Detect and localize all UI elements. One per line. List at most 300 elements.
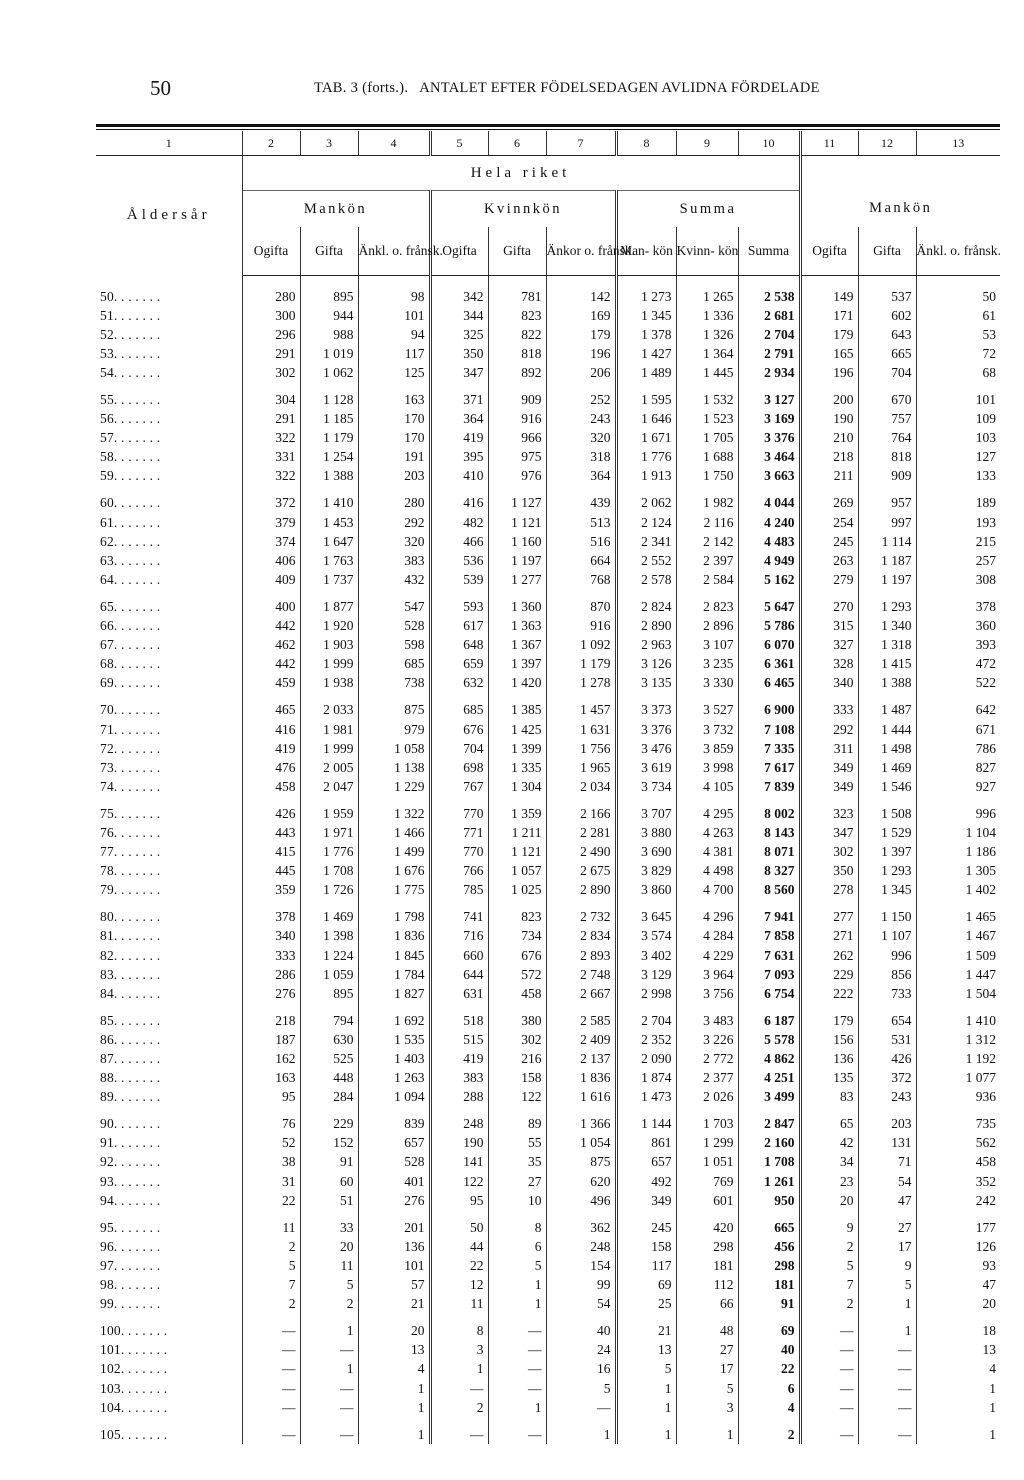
value-cell: 1 508 xyxy=(858,796,916,823)
age-cell: 81. . . . . . . xyxy=(96,927,242,946)
value-cell: 2 033 xyxy=(300,693,358,720)
value-cell: 1 913 xyxy=(616,467,676,486)
age-cell: 95. . . . . . . xyxy=(96,1210,242,1237)
table-row xyxy=(96,1030,1000,1049)
value-cell: 1 784 xyxy=(358,965,430,984)
value-cell: 442 xyxy=(242,655,300,674)
value-cell: 1 335 xyxy=(488,758,546,777)
value-cell: 5 xyxy=(800,1256,858,1275)
value-cell: 1 776 xyxy=(616,448,676,467)
value-cell: 1 827 xyxy=(358,984,430,1003)
value-cell: 322 xyxy=(242,467,300,486)
value-cell: 420 xyxy=(676,1210,738,1237)
value-cell: 50 xyxy=(430,1210,488,1237)
value-cell: 2 490 xyxy=(546,843,616,862)
value-cell: 4 284 xyxy=(676,927,738,946)
value-cell: 3 135 xyxy=(616,674,676,693)
value-cell: 601 xyxy=(676,1191,738,1210)
value-cell: 1 312 xyxy=(965,1031,996,1047)
value-cell: 1 535 xyxy=(358,1030,430,1049)
value-cell: 2 585 xyxy=(546,1003,616,1030)
gifta-header: Gifta xyxy=(488,227,546,276)
value-cell: 1 504 xyxy=(965,985,996,1001)
value-cell: 206 xyxy=(546,363,616,382)
value-cell: — xyxy=(300,1379,358,1398)
value-cell: 1 999 xyxy=(300,655,358,674)
value-cell: 1 388 xyxy=(300,467,358,486)
value-cell: 352 xyxy=(975,1173,996,1189)
table-row xyxy=(96,1172,1000,1191)
value-cell: 179 xyxy=(800,325,858,344)
value-cell: 770 xyxy=(430,843,488,862)
age-cell: 84. . . . . . . xyxy=(96,984,242,1003)
kvinnkon-header: Kvinnkön xyxy=(430,191,616,228)
value-cell: 1 469 xyxy=(858,758,916,777)
value-cell: 620 xyxy=(546,1172,616,1191)
value-cell: 909 xyxy=(858,467,916,486)
value-cell: 4 483 xyxy=(738,532,800,551)
value-cell: — xyxy=(430,1379,488,1398)
value-cell: 6 xyxy=(488,1237,546,1256)
value-cell: 1 xyxy=(300,1314,358,1341)
value-cell: 2 791 xyxy=(738,344,800,363)
value-cell: 1 127 xyxy=(488,486,546,513)
value-cell: 276 xyxy=(242,984,300,1003)
age-cell: 69. . . . . . . xyxy=(96,674,242,693)
value-cell: 136 xyxy=(358,1237,430,1256)
value-cell: 149 xyxy=(800,287,858,306)
table-row xyxy=(96,532,1000,551)
value-cell: 1 092 xyxy=(546,636,616,655)
value-cell: 99 xyxy=(546,1276,616,1295)
table-row xyxy=(96,570,1000,589)
value-cell: 1 385 xyxy=(488,693,546,720)
value-cell: 349 xyxy=(616,1191,676,1210)
value-cell: 1 059 xyxy=(300,965,358,984)
value-cell: 2 160 xyxy=(738,1134,800,1153)
value-cell: 6 187 xyxy=(738,1003,800,1030)
value-cell: 537 xyxy=(858,287,916,306)
value-cell: 4 700 xyxy=(676,881,738,900)
value-cell: 1 345 xyxy=(616,306,676,325)
value-cell: 163 xyxy=(358,382,430,409)
value-cell: 91 xyxy=(300,1153,358,1172)
value-cell: 916 xyxy=(488,410,546,429)
value-cell: 378 xyxy=(242,900,300,927)
value-cell: 522 xyxy=(975,675,996,691)
value-cell: 406 xyxy=(242,551,300,570)
value-cell: 1 179 xyxy=(546,655,616,674)
table-row xyxy=(96,467,1000,486)
value-cell: 456 xyxy=(738,1237,800,1256)
value-cell: 415 xyxy=(242,843,300,862)
age-cell: 75. . . . . . . xyxy=(96,796,242,823)
value-cell: 1 197 xyxy=(858,570,916,589)
age-cell: 87. . . . . . . xyxy=(96,1049,242,1068)
table-row xyxy=(96,1341,1000,1360)
value-cell: 12 xyxy=(430,1276,488,1295)
age-cell: 50. . . . . . . xyxy=(96,287,242,306)
value-cell: 1 138 xyxy=(358,758,430,777)
col-number: 12 xyxy=(858,131,916,156)
value-cell: 448 xyxy=(300,1069,358,1088)
kvinnkon-sum-header: Kvinn- kön xyxy=(676,227,738,276)
value-cell: 21 xyxy=(358,1295,430,1314)
value-cell: 401 xyxy=(358,1172,430,1191)
value-cell: 7 335 xyxy=(738,739,800,758)
value-cell: 1 326 xyxy=(676,325,738,344)
value-cell: 4 xyxy=(358,1360,430,1379)
table-body xyxy=(96,276,1000,1445)
value-cell: 1 304 xyxy=(488,777,546,796)
value-cell: 3 xyxy=(676,1398,738,1417)
value-cell: 927 xyxy=(975,778,996,794)
value-cell: 685 xyxy=(430,693,488,720)
value-cell: 8 071 xyxy=(738,843,800,862)
value-cell: 400 xyxy=(242,589,300,616)
value-cell: 827 xyxy=(975,759,996,775)
value-cell: 48 xyxy=(676,1314,738,1341)
value-cell: 1 077 xyxy=(965,1070,996,1086)
value-cell: 109 xyxy=(975,411,996,427)
value-cell: 1 062 xyxy=(300,363,358,382)
value-cell: 270 xyxy=(800,589,858,616)
value-cell: 1 703 xyxy=(676,1107,738,1134)
value-cell: 21 xyxy=(616,1314,676,1341)
value-cell: 3 964 xyxy=(676,965,738,984)
value-cell: 2 xyxy=(430,1398,488,1417)
table-row xyxy=(96,1069,1000,1088)
value-cell: 1 457 xyxy=(546,693,616,720)
value-cell: 68 xyxy=(982,364,996,380)
value-cell: 22 xyxy=(738,1360,800,1379)
value-cell: 177 xyxy=(975,1219,996,1235)
value-cell: 1 293 xyxy=(858,862,916,881)
ogifta-header-right: Ogifta xyxy=(800,227,858,276)
value-cell: 895 xyxy=(300,984,358,1003)
value-cell: 1 444 xyxy=(858,720,916,739)
value-cell: 439 xyxy=(546,486,616,513)
value-cell: 442 xyxy=(242,617,300,636)
value-cell: 1 453 xyxy=(300,513,358,532)
table-row xyxy=(96,1191,1000,1210)
value-cell: 10 xyxy=(488,1191,546,1210)
value-cell: 539 xyxy=(430,570,488,589)
value-cell: 298 xyxy=(738,1256,800,1275)
value-cell: 359 xyxy=(242,881,300,900)
value-cell: 459 xyxy=(242,674,300,693)
value-cell: 2 772 xyxy=(676,1049,738,1068)
value-cell: 5 xyxy=(546,1379,616,1398)
table-row xyxy=(96,382,1000,409)
value-cell: 4 xyxy=(738,1398,800,1417)
value-cell: 65 xyxy=(800,1107,858,1134)
value-cell: 95 xyxy=(242,1088,300,1107)
mankon-header-right: Mankön xyxy=(869,200,933,217)
value-cell: 1 877 xyxy=(300,589,358,616)
value-cell: 1 938 xyxy=(300,674,358,693)
value-cell: 598 xyxy=(358,636,430,655)
table-row xyxy=(96,843,1000,862)
value-cell: 158 xyxy=(488,1069,546,1088)
value-cell: 216 xyxy=(488,1049,546,1068)
value-cell: 288 xyxy=(430,1088,488,1107)
table-row xyxy=(96,984,1000,1003)
col-number: 11 xyxy=(800,131,858,156)
value-cell: 1 xyxy=(488,1276,546,1295)
value-cell: 1 xyxy=(989,1399,996,1415)
value-cell: 308 xyxy=(975,571,996,587)
value-cell: 1 763 xyxy=(300,551,358,570)
table-row xyxy=(96,513,1000,532)
value-cell: 1 054 xyxy=(546,1134,616,1153)
value-cell: 1 708 xyxy=(738,1153,800,1172)
value-cell: 770 xyxy=(430,796,488,823)
value-cell: 142 xyxy=(546,287,616,306)
value-cell: — xyxy=(300,1417,358,1444)
value-cell: 245 xyxy=(800,532,858,551)
table-row xyxy=(96,636,1000,655)
age-cell: 74. . . . . . . xyxy=(96,777,242,796)
value-cell: 516 xyxy=(546,532,616,551)
age-cell: 63. . . . . . . xyxy=(96,551,242,570)
age-cell: 68. . . . . . . xyxy=(96,655,242,674)
value-cell: 1 726 xyxy=(300,881,358,900)
value-cell: 1 xyxy=(989,1426,996,1442)
value-cell: 1 254 xyxy=(300,448,358,467)
value-cell: 1 185 xyxy=(300,410,358,429)
value-cell: 528 xyxy=(358,617,430,636)
value-cell: 349 xyxy=(800,777,858,796)
age-cell: 59. . . . . . . xyxy=(96,467,242,486)
value-cell: 1 150 xyxy=(858,900,916,927)
value-cell: 1 750 xyxy=(676,467,738,486)
value-cell: 2 963 xyxy=(616,636,676,655)
value-cell: 181 xyxy=(676,1256,738,1275)
value-cell: 3 880 xyxy=(616,823,676,842)
value-cell: 1 410 xyxy=(300,486,358,513)
value-cell: 383 xyxy=(430,1069,488,1088)
value-cell: 630 xyxy=(300,1030,358,1049)
value-cell: 158 xyxy=(616,1237,676,1256)
value-cell: 362 xyxy=(546,1210,616,1237)
table-row xyxy=(96,344,1000,363)
col-number: 6 xyxy=(488,131,546,156)
value-cell: 1 364 xyxy=(676,344,738,363)
running-head xyxy=(314,80,820,97)
age-cell: 103. . . . . . . xyxy=(96,1379,242,1398)
value-cell: 3 998 xyxy=(676,758,738,777)
value-cell: 1 473 xyxy=(616,1088,676,1107)
value-cell: — xyxy=(800,1379,858,1398)
value-cell: 839 xyxy=(358,1107,430,1134)
value-cell: 2 281 xyxy=(546,823,616,842)
value-cell: 269 xyxy=(800,486,858,513)
value-cell: 1 xyxy=(858,1314,916,1341)
value-cell: 1 360 xyxy=(488,589,546,616)
value-cell: 372 xyxy=(858,1069,916,1088)
value-cell: 1 192 xyxy=(965,1051,996,1067)
value-cell: 1 xyxy=(300,1360,358,1379)
table-row xyxy=(96,1379,1000,1398)
value-cell: 286 xyxy=(242,965,300,984)
age-cell: 85. . . . . . . xyxy=(96,1003,242,1030)
value-cell: 631 xyxy=(430,984,488,1003)
value-cell: — xyxy=(242,1360,300,1379)
value-cell: 1 388 xyxy=(858,674,916,693)
value-cell: 18 xyxy=(982,1323,996,1339)
value-cell: 2 704 xyxy=(738,325,800,344)
age-cell: 101. . . . . . . xyxy=(96,1341,242,1360)
value-cell: 127 xyxy=(975,449,996,465)
value-cell: 766 xyxy=(430,862,488,881)
table-row xyxy=(96,927,1000,946)
value-cell: 1 845 xyxy=(358,946,430,965)
value-cell: 94 xyxy=(358,325,430,344)
value-cell: 419 xyxy=(430,429,488,448)
age-cell: 60. . . . . . . xyxy=(96,486,242,513)
value-cell: 7 108 xyxy=(738,720,800,739)
table-row xyxy=(96,796,1000,823)
col-number: 8 xyxy=(616,131,676,156)
value-cell: 50 xyxy=(982,288,996,304)
value-cell: 72 xyxy=(982,345,996,361)
value-cell: 380 xyxy=(488,1003,546,1030)
value-cell: 642 xyxy=(975,702,996,718)
value-cell: 254 xyxy=(800,513,858,532)
value-cell: 472 xyxy=(975,656,996,672)
value-cell: 3 829 xyxy=(616,862,676,881)
value-cell: — xyxy=(488,1379,546,1398)
table-row xyxy=(96,674,1000,693)
value-cell: 1 229 xyxy=(358,777,430,796)
gifta-header-right: Gifta xyxy=(858,227,916,276)
value-cell: 670 xyxy=(858,382,916,409)
age-cell: 70. . . . . . . xyxy=(96,693,242,720)
value-cell: 741 xyxy=(430,900,488,927)
value-cell: 2 xyxy=(800,1295,858,1314)
value-cell: 1 359 xyxy=(488,796,546,823)
value-cell: 5 xyxy=(242,1256,300,1275)
value-cell: 1 737 xyxy=(300,570,358,589)
value-cell: 3 402 xyxy=(616,946,676,965)
value-cell: — xyxy=(800,1398,858,1417)
value-cell: 643 xyxy=(858,325,916,344)
value-cell: 7 631 xyxy=(738,946,800,965)
value-cell: 2 xyxy=(738,1417,800,1444)
running-head-tab: TAB. 3 xyxy=(314,80,359,96)
value-cell: 660 xyxy=(430,946,488,965)
value-cell: 1 466 xyxy=(358,823,430,842)
value-cell: 320 xyxy=(546,429,616,448)
value-cell: 4 498 xyxy=(676,862,738,881)
value-cell: 374 xyxy=(242,532,300,551)
age-cell: 64. . . . . . . xyxy=(96,570,242,589)
value-cell: 458 xyxy=(488,984,546,1003)
age-cell: 54. . . . . . . xyxy=(96,363,242,382)
value-cell: 1 278 xyxy=(546,674,616,693)
value-cell: 218 xyxy=(242,1003,300,1030)
value-cell: 617 xyxy=(430,617,488,636)
value-cell: 781 xyxy=(488,287,546,306)
value-cell: 17 xyxy=(676,1360,738,1379)
value-cell: 8 560 xyxy=(738,881,800,900)
value-cell: 2 732 xyxy=(546,900,616,927)
value-cell: 1 104 xyxy=(965,824,996,840)
value-cell: 13 xyxy=(616,1341,676,1360)
value-cell: 1 224 xyxy=(300,946,358,965)
value-cell: 280 xyxy=(242,287,300,306)
age-cell: 55. . . . . . . xyxy=(96,382,242,409)
value-cell: 302 xyxy=(488,1030,546,1049)
value-cell: 89 xyxy=(488,1107,546,1134)
age-cell: 102. . . . . . . xyxy=(96,1360,242,1379)
value-cell: 957 xyxy=(858,486,916,513)
value-cell: — xyxy=(858,1417,916,1444)
value-cell: 44 xyxy=(430,1237,488,1256)
value-cell: 196 xyxy=(546,344,616,363)
value-cell: 7 xyxy=(800,1276,858,1295)
age-cell: 104. . . . . . . xyxy=(96,1398,242,1417)
value-cell: 323 xyxy=(800,796,858,823)
value-cell: 3 127 xyxy=(738,382,800,409)
value-cell: 243 xyxy=(858,1088,916,1107)
table-row xyxy=(96,1134,1000,1153)
value-cell: 1 487 xyxy=(858,693,916,720)
value-cell: 419 xyxy=(242,739,300,758)
table-row xyxy=(96,617,1000,636)
value-cell: 9 xyxy=(858,1256,916,1275)
value-cell: 734 xyxy=(488,927,546,946)
value-cell: 771 xyxy=(430,823,488,842)
ogifta-header: Ogifta xyxy=(242,227,300,276)
value-cell: 189 xyxy=(975,495,996,511)
value-cell: 1 xyxy=(430,1360,488,1379)
table-row xyxy=(96,1088,1000,1107)
age-cell: 58. . . . . . . xyxy=(96,448,242,467)
table-row xyxy=(96,325,1000,344)
value-cell: 1 971 xyxy=(300,823,358,842)
value-cell: 1 498 xyxy=(858,739,916,758)
value-cell: 211 xyxy=(800,467,858,486)
mankon-sum-header: Man- kön xyxy=(616,227,676,276)
value-cell: 2 896 xyxy=(676,617,738,636)
value-cell: 280 xyxy=(358,486,430,513)
value-cell: 2 578 xyxy=(616,570,676,589)
value-cell: 409 xyxy=(242,570,300,589)
value-cell: 966 xyxy=(488,429,546,448)
value-cell: 51 xyxy=(300,1191,358,1210)
value-cell: 818 xyxy=(858,448,916,467)
value-cell: 101 xyxy=(358,306,430,325)
value-cell: — xyxy=(242,1341,300,1360)
value-cell: 3 226 xyxy=(676,1030,738,1049)
value-cell: 944 xyxy=(300,306,358,325)
value-cell: 302 xyxy=(242,363,300,382)
age-cell: 94. . . . . . . xyxy=(96,1191,242,1210)
table-row xyxy=(96,1049,1000,1068)
value-cell: 125 xyxy=(358,363,430,382)
value-cell: 1 398 xyxy=(300,927,358,946)
value-cell: 1 128 xyxy=(300,382,358,409)
table-row xyxy=(96,589,1000,616)
value-cell: 644 xyxy=(430,965,488,984)
value-cell: 3 663 xyxy=(738,467,800,486)
value-cell: 786 xyxy=(975,740,996,756)
value-cell: 20 xyxy=(300,1237,358,1256)
value-cell: 27 xyxy=(676,1341,738,1360)
value-cell: 1 058 xyxy=(358,739,430,758)
